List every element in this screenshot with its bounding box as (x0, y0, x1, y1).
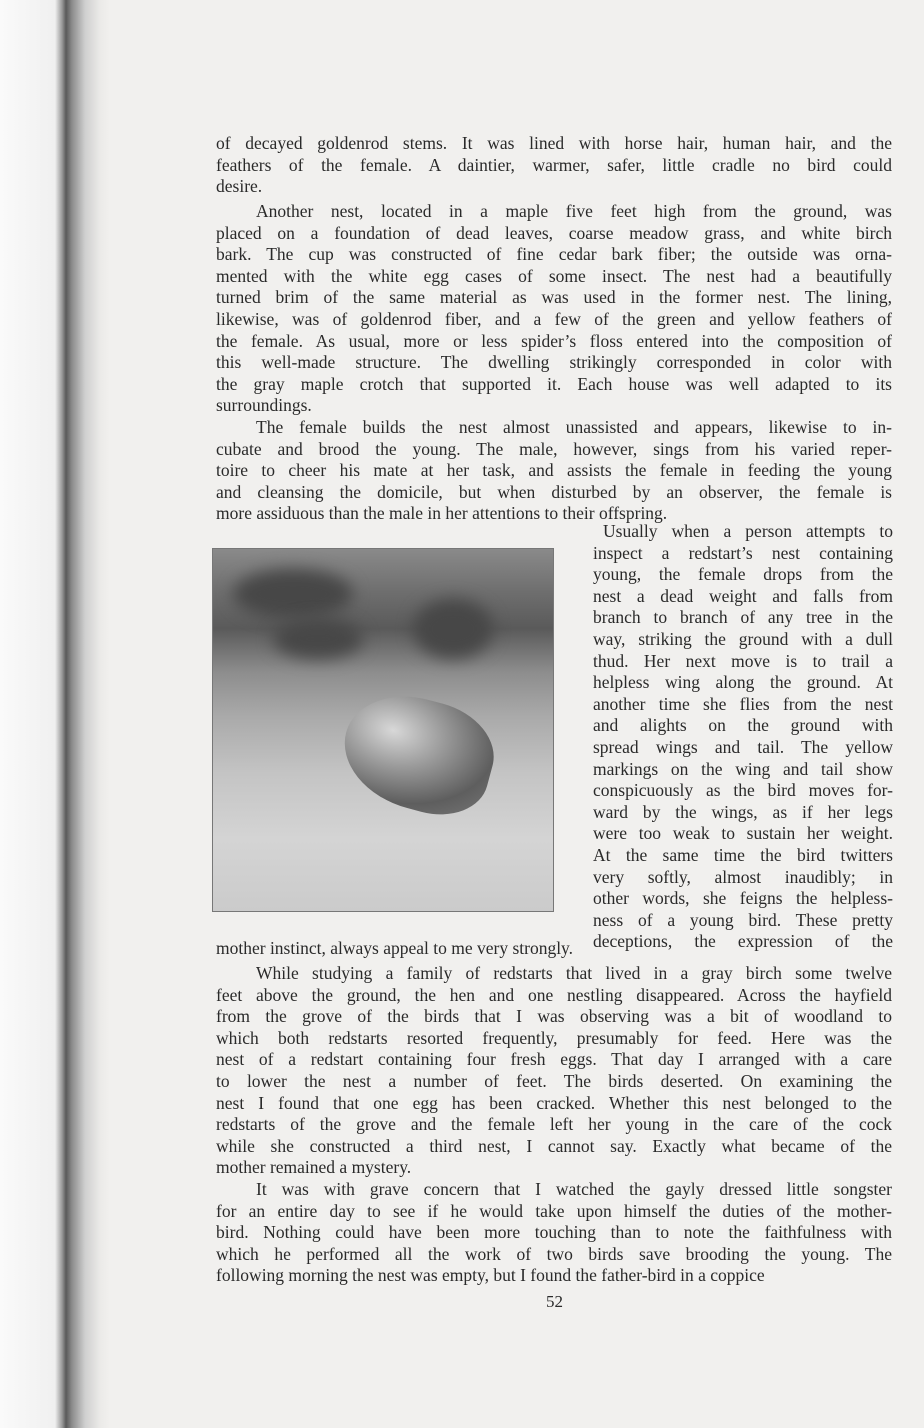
text-line: feet above the ground, the hen and one nestling disappeared. Across the hayfield (216, 984, 892, 1005)
bird-figure (331, 681, 504, 826)
text-line: The female builds the nest almost unassisted and appears, likewise to in- (256, 417, 892, 437)
text-line: nest a dead weight and falls from (593, 585, 893, 606)
text-line: mother remained a mystery. (216, 1157, 412, 1178)
text-line: while she constructed a third nest, I cannot say. Exactly what became of the (216, 1135, 892, 1156)
text-line: bark. The cup was constructed of fine cedar bark fiber; the outside was orna- (216, 244, 892, 265)
text-line: redstarts of the grove and the female left her young in the care of the cock (216, 1114, 892, 1135)
text-line: the female. As usual, more or less spider’s floss entered into the composition of (216, 330, 892, 351)
text-line: thud. Her next move is to trail a (593, 650, 893, 671)
text-line: bird. Nothing could have been more touching than to note the faithfulness with (216, 1222, 892, 1243)
text-line: the gray maple crotch that supported it. Each house was well adapted to its (216, 373, 892, 394)
paragraph-3 (216, 417, 892, 525)
text-line: turned brim of the same material as was used in the former nest. The lining, (216, 287, 892, 308)
text-line: very softly, almost inaudibly; in (593, 866, 893, 887)
text-line: Usually when a person attempts to (603, 521, 893, 541)
text-line: for an entire day to see if he would take upon himself the duties of the mother- (216, 1200, 892, 1221)
text-line: inspect a redstart’s nest containing (593, 542, 893, 563)
text-line: another time she flies from the nest (593, 693, 893, 714)
text-line: placed on a foundation of dead leaves, coarse meadow grass, and white birch (216, 222, 892, 243)
text-line: from the grove of the birds that I was observing was a bit of woodland to (216, 1006, 892, 1027)
text-line: other words, she feigns the helpless- (593, 888, 893, 909)
text-line: nest of a redstart containing four fresh eggs. That day I arranged with a care (216, 1049, 892, 1070)
text-line: feathers of the female. A daintier, warmer, safer, little cradle no bird could (216, 154, 892, 175)
text-line: of decayed goldenrod stems. It was lined with horse hair, human hair, and the (216, 133, 892, 153)
text-line: likewise, was of goldenrod fiber, and a few of the green and yellow feathers of (216, 308, 892, 329)
text-line: At the same time the bird twitters (593, 844, 893, 865)
text-line: way, striking the ground with a dull (593, 628, 893, 649)
text-line: helpless wing along the ground. At (593, 672, 893, 693)
text-line: young, the female drops from the (593, 564, 893, 585)
text-line: following morning the nest was empty, but I found the father-bird in a coppice (216, 1265, 765, 1286)
text-line: deceptions, the expression of the (593, 931, 893, 952)
text-line: ness of a young bird. These pretty (593, 909, 893, 930)
text-line: desire. (216, 176, 263, 197)
paragraph-4-continuation (216, 938, 892, 960)
text-line: ward by the wings, as if her legs (593, 801, 893, 822)
text-line: mented with the white egg cases of some insect. The nest had a beautifully (216, 265, 892, 286)
paragraph-5 (216, 963, 892, 1179)
text-line: mother instinct, always appeal to me very strongly. (216, 938, 574, 958)
text-line: conspicuously as the bird moves for- (593, 780, 893, 801)
text-line: It was with grave concern that I watched the gayly dressed little songster (256, 1179, 892, 1199)
page-number: 52 (546, 1292, 563, 1311)
paragraph-1 (216, 133, 892, 198)
text-line: were too weak to sustain her weight. (593, 823, 893, 844)
text-line: branch to branch of any tree in the (593, 607, 893, 628)
paragraph-4-wrapped (593, 520, 893, 952)
text-line: more assiduous than the male in her attentions to their offspring. (216, 503, 668, 524)
text-line: which both redstarts resorted frequently, presumably for feed. Here was the (216, 1027, 892, 1048)
text-line: toire to cheer his mate at her task, and assists the female in feeding the young (216, 460, 892, 481)
text-line: and cleansing the domicile, but when disturbed by an observer, the female is (216, 481, 892, 502)
text-line: While studying a family of redstarts that lived in a gray birch some twelve (256, 963, 892, 983)
text-line: cubate and brood the young. The male, however, sings from his varied reper- (216, 438, 892, 459)
text-line: markings on the wing and tail show (593, 758, 893, 779)
text-line: surroundings. (216, 395, 312, 416)
bird-photograph (212, 548, 554, 912)
text-line: spread wings and tail. The yellow (593, 736, 893, 757)
text-line: this well-made structure. The dwelling strikingly corresponded in color with (216, 352, 892, 373)
book-binding-shadow (0, 0, 110, 1428)
text-line: which he performed all the work of two birds save brooding the young. The (216, 1243, 892, 1264)
text-line: to lower the nest a number of feet. The birds deserted. On examining the (216, 1070, 892, 1091)
text-line: nest I found that one egg has been cracked. Whether this nest belonged to the (216, 1092, 892, 1113)
text-line: Another nest, located in a maple five feet high from the ground, was (256, 201, 892, 221)
paragraph-2 (216, 201, 892, 417)
paragraph-6 (216, 1179, 892, 1287)
text-line: and alights on the ground with (593, 715, 893, 736)
